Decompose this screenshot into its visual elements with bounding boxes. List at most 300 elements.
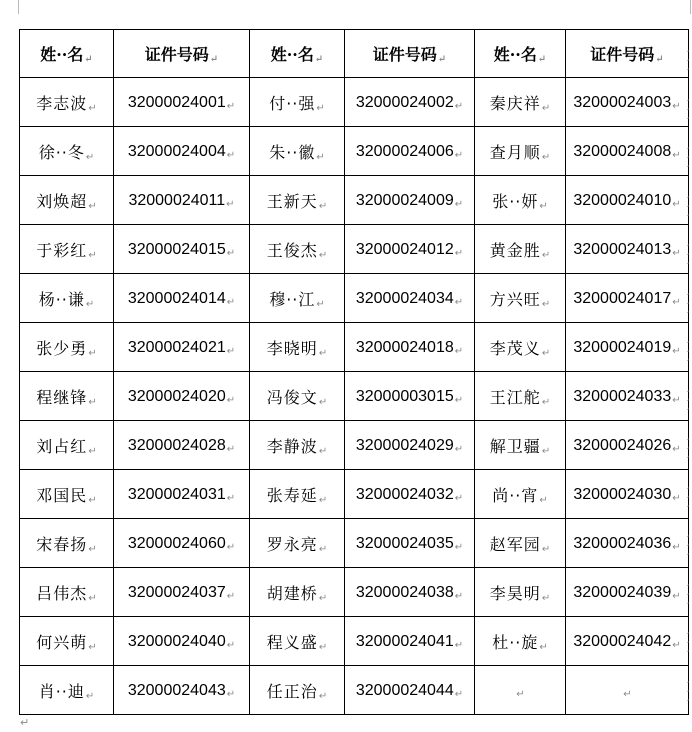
paragraph-mark-icon: ↵ (454, 493, 464, 504)
id-number: 32000024020 (127, 388, 226, 405)
person-name: 黄金胜 (489, 240, 541, 260)
page-margin-corner-right (690, 0, 691, 14)
id-number: 32000024002 (355, 94, 454, 111)
row-end-mark-icon: ¸ (686, 61, 691, 71)
name-cell (20, 127, 114, 176)
id-number: 32000024026 (573, 437, 672, 454)
row-end-mark-icon: ¸ (686, 594, 691, 605)
paragraph-mark-icon: ↵ (226, 297, 236, 308)
row-end-mark-icon: ¸ (686, 109, 691, 120)
id-number: 32000024014 (127, 290, 226, 307)
person-name: 秦庆祥 (489, 93, 541, 113)
person-name: 胡建桥 (266, 583, 318, 603)
person-name: 徐··冬 (38, 142, 85, 162)
paragraph-mark-icon: ↵ (318, 396, 328, 408)
paragraph-mark-icon: ↵ (226, 444, 236, 455)
roster-table-body (20, 30, 689, 715)
table-row (20, 421, 689, 470)
table-row (20, 470, 689, 519)
person-name: 解卫疆 (489, 436, 541, 456)
row-end-mark-icon: ¸ (686, 382, 691, 393)
id-number-cell (566, 617, 689, 666)
row-end-mark-icon: ¸ (686, 479, 691, 490)
person-name: 王俊杰 (266, 240, 318, 260)
paragraph-mark-icon: ↵ (85, 690, 95, 702)
row-end-mark-icon: ¸ (686, 343, 691, 353)
person-name: 罗永亮 (266, 534, 318, 554)
id-number: 32000024003 (573, 94, 672, 111)
row-end-mark-icon: ¸ (686, 634, 691, 644)
paragraph-mark-icon: ↵ (516, 689, 525, 700)
name-cell (475, 78, 566, 127)
paragraph-mark-icon: ↵ (226, 346, 236, 357)
id-number-cell (566, 323, 689, 372)
id-number: 32000024044 (355, 682, 454, 699)
paragraph-mark-icon: ↵ (20, 716, 30, 729)
id-number-cell (566, 519, 689, 568)
id-number-cell (566, 372, 689, 421)
person-name: 肖··迪 (38, 681, 85, 701)
paragraph-mark-icon: ↵ (226, 248, 236, 259)
name-cell (250, 127, 345, 176)
row-end-mark-icon: ¸ (686, 237, 691, 247)
paragraph-mark-icon: ↵ (85, 151, 95, 163)
paragraph-mark-icon: ↵ (454, 101, 464, 112)
person-name: 宋春扬 (36, 534, 88, 554)
id-number: 32000024010 (573, 192, 672, 209)
header-id-label: 证件号码 (144, 45, 209, 64)
id-number: 32000024033 (573, 388, 672, 405)
paragraph-mark-icon: ↵ (539, 641, 548, 653)
paragraph-mark-icon: ↵ (672, 297, 681, 308)
id-number: 32000024004 (127, 143, 226, 160)
id-number-cell (114, 617, 250, 666)
paragraph-mark-icon: ↵ (316, 102, 325, 114)
table-row (20, 176, 689, 225)
row-end-mark-icon: ¸ (686, 528, 691, 538)
paragraph-mark-icon: ↵ (541, 445, 551, 457)
table-row (20, 78, 689, 127)
id-number-cell (114, 519, 250, 568)
person-name: 李静波 (266, 436, 318, 456)
person-name: 程义盛 (266, 632, 318, 652)
person-name: 尚··宵 (492, 485, 539, 505)
name-cell (475, 617, 566, 666)
id-number-cell (345, 666, 475, 715)
paragraph-mark-icon: ↵ (541, 102, 551, 114)
person-name: 程继锋 (36, 387, 88, 407)
id-number: 32000024030 (573, 486, 672, 503)
id-number: 32000024021 (127, 339, 226, 356)
paragraph-mark-icon: ↵ (672, 444, 681, 455)
person-name: 李茂义 (489, 338, 541, 358)
id-number-cell (566, 274, 689, 323)
paragraph-mark-icon: ↵ (88, 494, 97, 506)
id-number-cell (114, 78, 250, 127)
roster-table (19, 29, 689, 715)
paragraph-mark-icon: ↵ (454, 346, 464, 357)
name-cell (20, 617, 114, 666)
row-end-mark-icon: ¸ (686, 391, 691, 402)
table-row (20, 568, 689, 617)
table-row (20, 666, 689, 715)
paragraph-mark-icon: ↵ (318, 494, 328, 506)
person-name: 冯俊文 (266, 387, 318, 407)
table-row (20, 274, 689, 323)
paragraph-mark-icon: ↵ (454, 444, 464, 455)
person-name: 任正治 (266, 681, 318, 701)
paragraph-mark-icon: ↵ (316, 151, 325, 163)
id-number: 32000024017 (573, 290, 672, 307)
header-name-label: 姓··名 (493, 45, 537, 64)
paragraph-mark-icon: ↵ (226, 640, 236, 651)
paragraph-mark-icon: ↵ (88, 200, 97, 212)
name-cell (250, 470, 345, 519)
paragraph-mark-icon: ↵ (541, 151, 551, 163)
id-number-cell (566, 127, 689, 176)
paragraph-mark-icon: ↵ (88, 543, 97, 555)
id-number: 32000024012 (355, 241, 454, 258)
person-name: 穆··江 (269, 289, 316, 309)
row-end-mark-icon: ¸ (686, 488, 691, 499)
row-end-mark-icon: ¸ (686, 691, 691, 702)
id-number: 32000024011 (128, 192, 226, 209)
name-cell (475, 274, 566, 323)
person-name: 李晓明 (266, 338, 318, 358)
id-number-cell (114, 176, 250, 225)
row-end-mark-icon: ¸ (686, 352, 691, 362)
name-cell (475, 372, 566, 421)
id-number-cell (345, 127, 475, 176)
id-number: 32000024001 (127, 94, 226, 111)
id-number-cell (345, 176, 475, 225)
paragraph-mark-icon: ↵ (454, 248, 464, 259)
id-number: 32000024039 (573, 584, 672, 601)
paragraph-mark-icon: ↵ (318, 249, 328, 261)
paragraph-mark-icon: ↵ (318, 347, 328, 359)
person-name: 何兴萌 (36, 632, 88, 652)
person-name: 张寿延 (266, 485, 318, 505)
name-cell (475, 519, 566, 568)
row-end-mark-icon: ¸ (686, 303, 691, 314)
paragraph-mark-icon: ↵ (88, 347, 97, 359)
name-cell (20, 666, 114, 715)
person-name: 于彩红 (36, 240, 88, 260)
header-name-cell (475, 30, 566, 78)
paragraph-mark-icon: ↵ (539, 494, 548, 506)
table-row-end-marks (686, 30, 692, 710)
name-cell (475, 470, 566, 519)
paragraph-mark-icon: ↵ (541, 592, 551, 604)
paragraph-mark-icon: ↵ (318, 200, 328, 212)
row-end-mark-icon: ¸ (686, 294, 691, 305)
row-end-mark-icon: ¸ (686, 91, 691, 102)
id-number: 32000024036 (573, 535, 672, 552)
paragraph-mark-icon: ↵ (226, 689, 236, 700)
paragraph-mark-icon: ↵ (672, 199, 681, 210)
person-name: 李昊明 (489, 583, 541, 603)
id-number-cell (345, 372, 475, 421)
paragraph-mark-icon: ↵ (454, 199, 464, 210)
id-number-cell (345, 274, 475, 323)
paragraph-mark-icon: ↵ (623, 689, 632, 700)
table-header-row (20, 30, 689, 78)
row-end-mark-icon: ¸ (686, 285, 691, 296)
paragraph-mark-icon: ↵ (84, 54, 93, 65)
table-row (20, 127, 689, 176)
id-number: 32000024008 (573, 143, 672, 160)
id-number: 32000024018 (355, 339, 454, 356)
row-end-mark-icon: ¸ (686, 188, 691, 199)
paragraph-mark-icon: ↵ (226, 542, 236, 553)
paragraph-mark-icon: ↵ (672, 101, 681, 112)
row-end-mark-icon: ¸ (686, 546, 691, 556)
name-cell (250, 666, 345, 715)
person-name: 刘占红 (36, 436, 88, 456)
id-number-cell (345, 617, 475, 666)
id-number-cell (114, 323, 250, 372)
id-number-cell (114, 421, 250, 470)
paragraph-mark-icon: ↵ (88, 102, 97, 114)
name-cell (250, 78, 345, 127)
person-name: 杜··旋 (492, 632, 539, 652)
row-end-mark-icon: ¸ (686, 625, 691, 635)
id-number: 32000003015 (355, 388, 454, 405)
id-number: 32000024006 (355, 143, 454, 160)
row-end-mark-icon: ¸ (686, 246, 691, 256)
name-cell (20, 274, 114, 323)
table-row (20, 225, 689, 274)
header-name-label: 姓··名 (40, 45, 84, 64)
id-number-cell (345, 470, 475, 519)
paragraph-mark-icon: ↵ (541, 396, 551, 408)
id-number: 32000024040 (127, 633, 226, 650)
row-end-mark-icon: ¸ (686, 400, 691, 411)
name-cell (20, 421, 114, 470)
id-number-cell (114, 127, 250, 176)
paragraph-mark-icon: ↵ (672, 493, 681, 504)
name-cell (250, 568, 345, 617)
paragraph-mark-icon: ↵ (209, 54, 219, 65)
id-number-cell (345, 421, 475, 470)
paragraph-mark-icon: ↵ (672, 640, 681, 651)
paragraph-mark-icon: ↵ (454, 297, 464, 308)
paragraph-mark-icon: ↵ (537, 54, 547, 65)
row-end-mark-icon: ¸ (686, 643, 691, 653)
name-cell (250, 176, 345, 225)
person-name: 朱··徽 (269, 142, 316, 162)
row-end-mark-icon: ¸ (686, 537, 691, 547)
row-end-mark-icon: ¸ (686, 682, 691, 693)
name-cell (20, 323, 114, 372)
name-cell (250, 617, 345, 666)
person-name: 张··妍 (492, 191, 539, 211)
paragraph-mark-icon: ↵ (437, 54, 447, 65)
name-cell (20, 372, 114, 421)
name-cell (20, 568, 114, 617)
name-cell (20, 78, 114, 127)
id-number: 32000024041 (355, 633, 454, 650)
paragraph-mark-icon: ↵ (226, 591, 236, 602)
person-name: 吕伟杰 (36, 583, 88, 603)
person-name: 查月顺 (489, 142, 541, 162)
paragraph-mark-icon: ↵ (672, 150, 681, 161)
id-number: 32000024043 (127, 682, 226, 699)
id-number-cell (566, 421, 689, 470)
header-id-cell (114, 30, 250, 78)
row-end-mark-icon: ¸ (686, 440, 691, 450)
header-id-label: 证件号码 (590, 45, 655, 64)
id-number: 32000024037 (127, 584, 226, 601)
name-cell (20, 225, 114, 274)
id-number-cell (114, 666, 250, 715)
header-id-label: 证件号码 (372, 45, 437, 64)
row-end-mark-icon: ¸ (686, 576, 691, 587)
name-cell (475, 176, 566, 225)
row-end-mark-icon: ¸ (686, 100, 691, 111)
id-number-cell (566, 78, 689, 127)
paragraph-mark-icon: ↵ (541, 347, 551, 359)
paragraph-mark-icon: ↵ (541, 298, 551, 310)
row-end-mark-icon: ¸ (686, 673, 691, 684)
table-row (20, 323, 689, 372)
page-margin-corner-left (18, 0, 19, 14)
name-cell (250, 421, 345, 470)
paragraph-mark-icon: ↵ (318, 592, 328, 604)
paragraph-mark-icon: ↵ (314, 54, 324, 65)
id-number: 32000024009 (355, 192, 454, 209)
id-number: 32000024034 (355, 290, 454, 307)
id-number: 32000024015 (127, 241, 226, 258)
table-row (20, 519, 689, 568)
name-cell (20, 519, 114, 568)
paragraph-mark-icon: ↵ (88, 592, 97, 604)
id-number: 32000024028 (127, 437, 226, 454)
name-cell (250, 372, 345, 421)
paragraph-mark-icon: ↵ (226, 493, 236, 504)
id-number-cell (114, 470, 250, 519)
id-number-cell (566, 568, 689, 617)
paragraph-mark-icon: ↵ (672, 542, 681, 553)
id-number: 32000024038 (355, 584, 454, 601)
paragraph-mark-icon: ↵ (454, 591, 464, 602)
name-cell (250, 519, 345, 568)
person-name: 王江舵 (489, 387, 541, 407)
id-number: 32000024060 (127, 535, 226, 552)
id-number: 32000024042 (573, 633, 672, 650)
id-number-cell (345, 78, 475, 127)
paragraph-mark-icon: ↵ (672, 346, 681, 357)
row-end-mark-icon: ¸ (686, 585, 691, 596)
row-end-mark-icon: ¸ (686, 497, 691, 508)
person-name: 李志波 (36, 93, 88, 113)
name-cell (20, 470, 114, 519)
id-number: 32000024013 (573, 241, 672, 258)
row-end-mark-icon: ¸ (686, 158, 691, 168)
row-end-mark-icon: ¸ (686, 43, 691, 53)
person-name: 刘焕超 (36, 191, 88, 211)
paragraph-mark-icon: ↵ (88, 396, 97, 408)
id-number: 32000024019 (573, 339, 672, 356)
paragraph-mark-icon: ↵ (226, 199, 235, 210)
table-row (20, 617, 689, 666)
name-cell (250, 323, 345, 372)
id-number-cell (114, 225, 250, 274)
paragraph-mark-icon: ↵ (85, 298, 95, 310)
row-end-mark-icon: ¸ (686, 52, 691, 62)
id-number: 32000024031 (127, 486, 226, 503)
header-name-label: 姓··名 (270, 45, 314, 64)
row-end-mark-icon: ¸ (686, 149, 691, 159)
row-end-mark-icon: ¸ (686, 255, 691, 265)
row-end-mark-icon: ¸ (686, 431, 691, 441)
paragraph-mark-icon: ↵ (672, 591, 681, 602)
id-number-cell (566, 470, 689, 519)
paragraph-mark-icon: ↵ (655, 54, 664, 65)
name-cell (250, 274, 345, 323)
id-number-cell (114, 274, 250, 323)
header-name-cell (20, 30, 114, 78)
id-number-cell (114, 372, 250, 421)
row-end-mark-icon: ¸ (686, 206, 691, 217)
paragraph-mark-icon: ↵ (318, 445, 328, 457)
paragraph-mark-icon: ↵ (454, 640, 464, 651)
paragraph-mark-icon: ↵ (316, 298, 325, 310)
person-name: 赵军园 (489, 534, 541, 554)
id-number: 32000024035 (355, 535, 454, 552)
id-number-cell (114, 568, 250, 617)
paragraph-mark-icon: ↵ (318, 543, 328, 555)
person-name: 张少勇 (36, 338, 88, 358)
header-name-cell (250, 30, 345, 78)
id-number: 32000024032 (355, 486, 454, 503)
paragraph-mark-icon: ↵ (454, 395, 464, 406)
paragraph-mark-icon: ↵ (318, 641, 328, 653)
name-cell (475, 127, 566, 176)
name-cell (20, 176, 114, 225)
header-id-cell (345, 30, 475, 78)
id-number: 32000024029 (355, 437, 454, 454)
paragraph-mark-icon: ↵ (539, 200, 548, 212)
paragraph-mark-icon: ↵ (226, 395, 236, 406)
name-cell (475, 421, 566, 470)
name-cell (250, 225, 345, 274)
person-name: 王新天 (266, 191, 318, 211)
person-name: 方兴旺 (489, 289, 541, 309)
paragraph-mark-icon: ↵ (672, 248, 681, 259)
id-number-cell (345, 225, 475, 274)
id-number-cell (345, 519, 475, 568)
row-end-mark-icon: ¸ (686, 140, 691, 150)
person-name: 杨··谦 (38, 289, 85, 309)
paragraph-mark-icon: ↵ (88, 445, 97, 457)
person-name: 付··强 (269, 93, 316, 113)
id-number-cell (345, 568, 475, 617)
paragraph-mark-icon: ↵ (454, 689, 464, 700)
name-cell (475, 568, 566, 617)
id-number-cell (566, 176, 689, 225)
id-number-cell (566, 225, 689, 274)
name-cell (475, 225, 566, 274)
header-id-cell (566, 30, 689, 78)
row-end-mark-icon: ¸ (686, 197, 691, 208)
person-name: 邓国民 (36, 485, 88, 505)
paragraph-mark-icon: ↵ (454, 542, 464, 553)
paragraph-mark-icon: ↵ (226, 150, 236, 161)
paragraph-mark-icon: ↵ (672, 395, 681, 406)
paragraph-mark-icon: ↵ (454, 150, 464, 161)
name-cell (475, 666, 566, 715)
